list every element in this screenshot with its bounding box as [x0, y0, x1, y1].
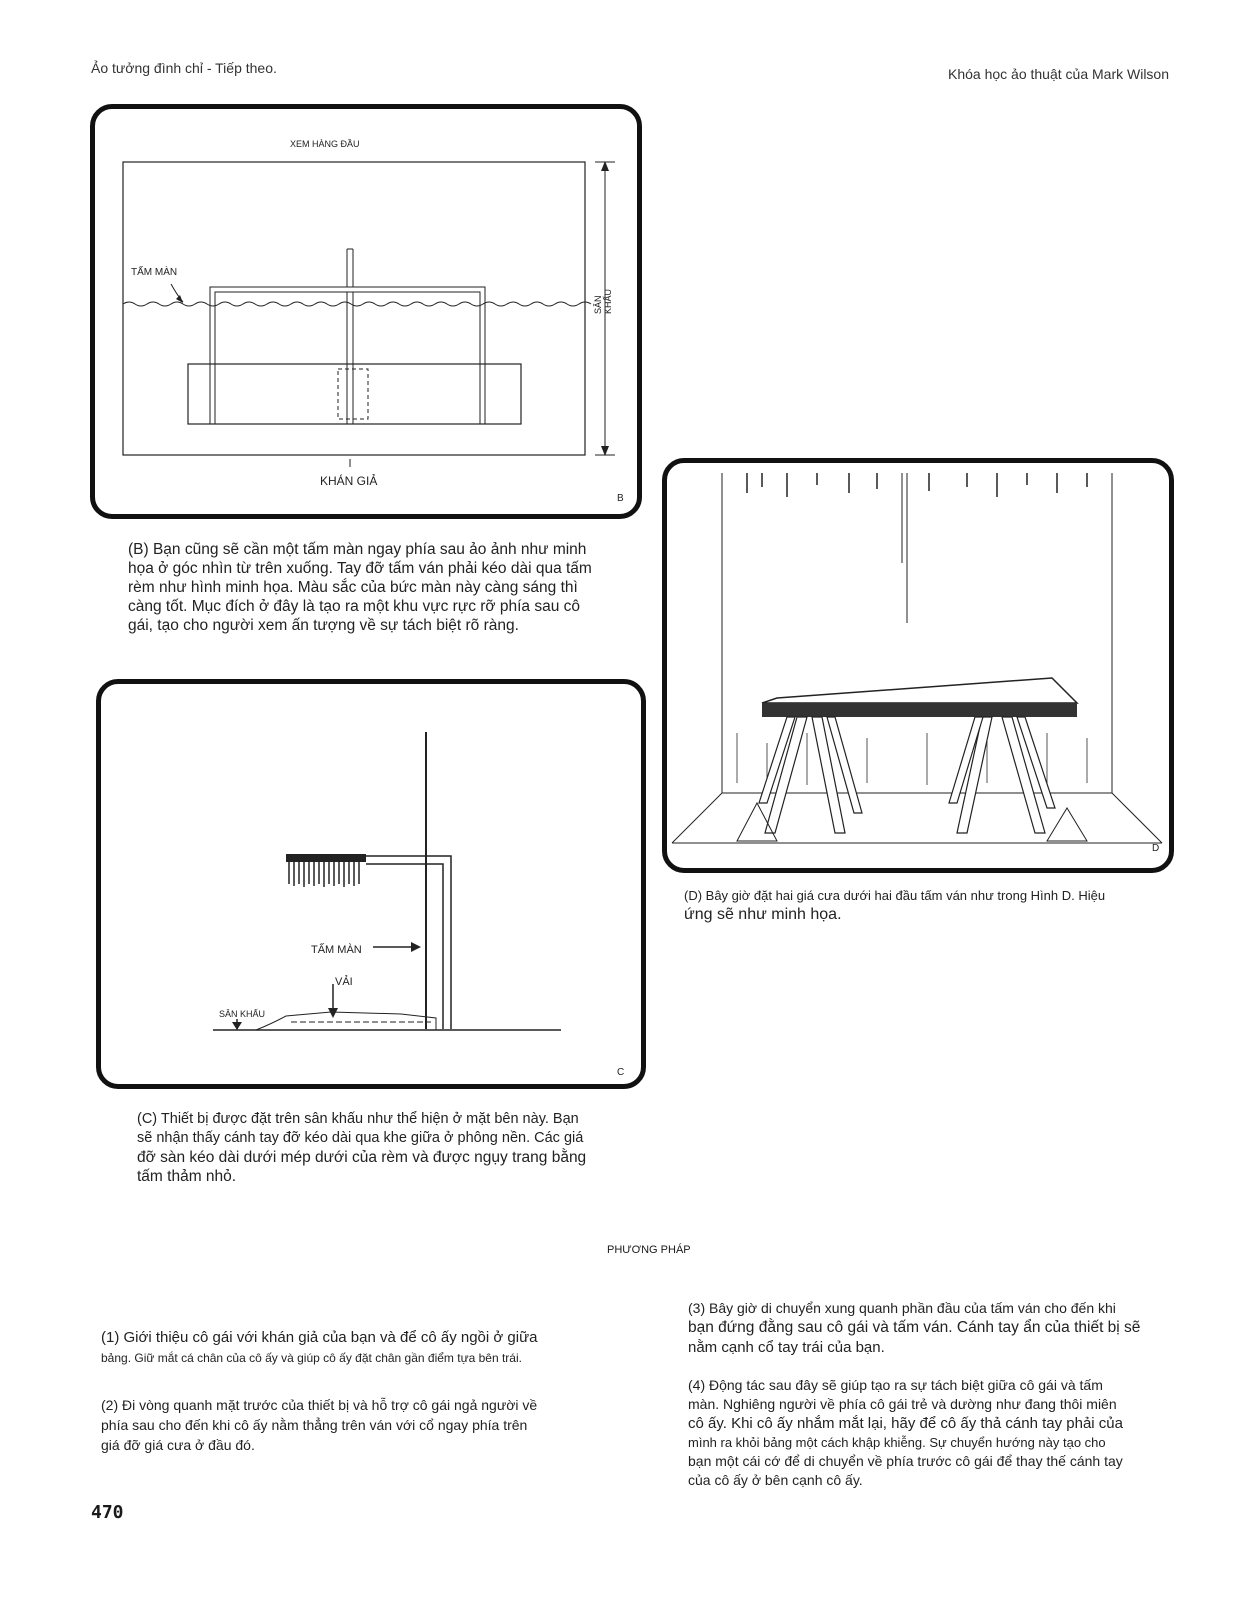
figure-d-caption: (D) Bây giờ đặt hai giá cưa dưới hai đầu tấm ván như trong Hình D. Hiệu ứng sẽ như minh họa. [684, 888, 1106, 923]
method-step-4: (4) Động tác sau đây sẽ giúp tạo ra sự tách biệt giữa cô gái và tấm màn. Nghiêng người về phía cô gái trẻ và dường như đang thôi miên cô ấy. Khi cô ấy nhắm mắt lại, hãy để cô ấy thả cánh tay phải của mình ra khỏi bảng một cách khập khiễng. Sự chuyển hướng này tạo cho bạn một cái cớ để di chuyển về phía trước cô gái để thay thế cánh tay của cô ấy ở bên cạnh cô ấy. [688, 1377, 1123, 1488]
figure-b-stage-label: SÂN KHẤU [593, 288, 613, 314]
method-heading: PHƯƠNG PHÁP [607, 1244, 691, 1256]
figure-c-screen-label: TẤM MÀN [311, 944, 362, 956]
figure-b-screen-label: TẤM MÀN [131, 267, 178, 278]
figure-b [90, 104, 642, 519]
figure-b-top-label: XEM HÀNG ĐẦU [290, 139, 360, 149]
header-left: Ảo tưởng đình chỉ - Tiếp theo. [91, 60, 277, 76]
page-number: 470 [91, 1502, 124, 1523]
figure-d-drawing [667, 463, 1169, 868]
header-right: Khóa học ảo thuật của Mark Wilson [948, 66, 1170, 82]
figure-b-audience-label: KHÁN GIẢ [320, 474, 378, 488]
method-step-1: (1) Giới thiệu cô gái với khán giả của bạn và để cô ấy ngồi ở giữa bảng. Giữ mắt cá chân của cô ấy và giúp cô ấy đặt chân gần điểm tựa bên trái. [101, 1329, 538, 1365]
method-step-2: (2) Đi vòng quanh mặt trước của thiết bị và hỗ trợ cô gái ngả người về phía sau cho đến khi cô ấy nằm thẳng trên ván với cổ ngay phía trên giá đỡ giá cưa ở đầu đó. [101, 1397, 538, 1453]
figure-c-letter: C [617, 1067, 625, 1078]
method-step-3: (3) Bây giờ di chuyển xung quanh phần đầu của tấm ván cho đến khi bạn đứng đằng sau cô gái và tấm ván. Cánh tay ẩn của thiết bị sẽ nằm cạnh cổ tay trái của bạn. [688, 1300, 1141, 1356]
figure-b-letter: B [617, 493, 624, 504]
figure-d-letter: D [1152, 843, 1160, 854]
figure-c-stage-label: SÂN KHẤU [219, 1009, 266, 1019]
figure-c-caption: (C) Thiết bị được đặt trên sân khấu như thể hiện ở mặt bên này. Bạn sẽ nhận thấy cánh tay đỡ kéo dài qua khe giữa ở phông nền. Các giá đỡ sàn kéo dài dưới mép dưới của rèm và được ngụy trang bằng tấm thảm nhỏ. [137, 1111, 587, 1185]
figure-b-drawing [95, 109, 637, 514]
figure-c-drawing [101, 684, 641, 1084]
figure-c [96, 679, 646, 1089]
figure-c-cloth-label: VẢI [335, 976, 353, 988]
figure-d [662, 458, 1174, 873]
figure-b-caption: (B) Bạn cũng sẽ cần một tấm màn ngay phía sau ảo ảnh như minh họa ở góc nhìn từ trên xuống. Tay đỡ tấm ván phải kéo dài qua tấm rèm như hình minh họa. Màu sắc của bức màn này càng sáng thì càng tốt. Mục đích ở đây là tạo ra một khu vực rực rỡ phía sau cô gái, tạo cho người xem ấn tượng về sự tách biệt rõ ràng. [128, 541, 592, 634]
